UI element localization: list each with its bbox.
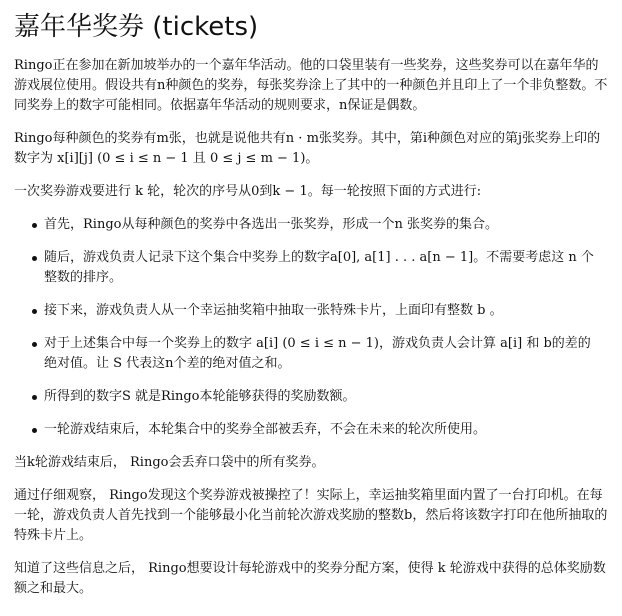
page-title: 嘉年华奖券 (tickets) [14, 12, 259, 42]
goal-paragraph: 知道了这些信息之后， Ringo想要设计每轮游戏中的奖券分配方案，使得 k 轮游戏中获得的总体奖励数额之和最大。 [14, 561, 606, 596]
round-steps-list [14, 215, 608, 440]
list-item: 所得到的数字S 就是Ringo本轮能够获得的奖励数额。 [44, 387, 608, 407]
tickets-paragraph: Ringo每种颜色的奖券有m张，也就是说他共有n · m张奖券。其中，第i种颜色对应的第j张奖券上印的数字为 x[i][j] (0 ≤ i ≤ n − 1 且 0 ≤ j ≤ m − 1)。 [14, 131, 601, 166]
observation-paragraph: 通过仔细观察， Ringo发现这个奖券游戏被操控了！实际上，幸运抽奖箱里面内置了一台打印机。在每一轮，游戏负责人首先找到一个能够最小化当前轮次游戏奖励的整数b，然后将该数字打印在他所抽取的特殊卡片上。 [14, 488, 608, 543]
list-item: 对于上述集合中每一个奖券上的数字 a[i] (0 ≤ i ≤ n − 1)，游戏负责人会计算 a[i] 和 b的差的绝对值。让 S 代表这n个差的绝对值之和。 [44, 334, 608, 374]
list-item: 接下来，游戏负责人从一个幸运抽奖箱中抽取一张特殊卡片，上面印有整数 b 。 [44, 301, 608, 321]
end-paragraph: 当k轮游戏结束后， Ringo会丢弃口袋中的所有奖券。 [14, 455, 325, 470]
list-item: 随后，游戏负责人记录下这个集合中奖券上的数字a[0], a[1] . . . a[n − 1]。不需要考虑这 n 个整数的排序。 [44, 248, 608, 288]
list-item: 一轮游戏结束后，本轮集合中的奖券全部被丢弃，不会在未来的轮次所使用。 [44, 420, 608, 440]
list-item: 首先，Ringo从每种颜色的奖券中各选出一张奖券，形成一个n 张奖券的集合。 [44, 215, 608, 235]
intro-paragraph: Ringo正在参加在新加坡举办的一个嘉年华活动。他的口袋里装有一些奖券，这些奖券可以在嘉年华的游戏展位使用。假设共有n种颜色的奖券，每张奖券涂上了其中的一种颜色并且印上了一个非负整数。不同奖券上的数字可能相同。依据嘉年华活动的规则要求，n保证是偶数。 [14, 58, 608, 113]
rounds-paragraph: 一次奖券游戏要进行 k 轮，轮次的序号从0到k − 1。每一轮按照下面的方式进行: [14, 184, 482, 199]
